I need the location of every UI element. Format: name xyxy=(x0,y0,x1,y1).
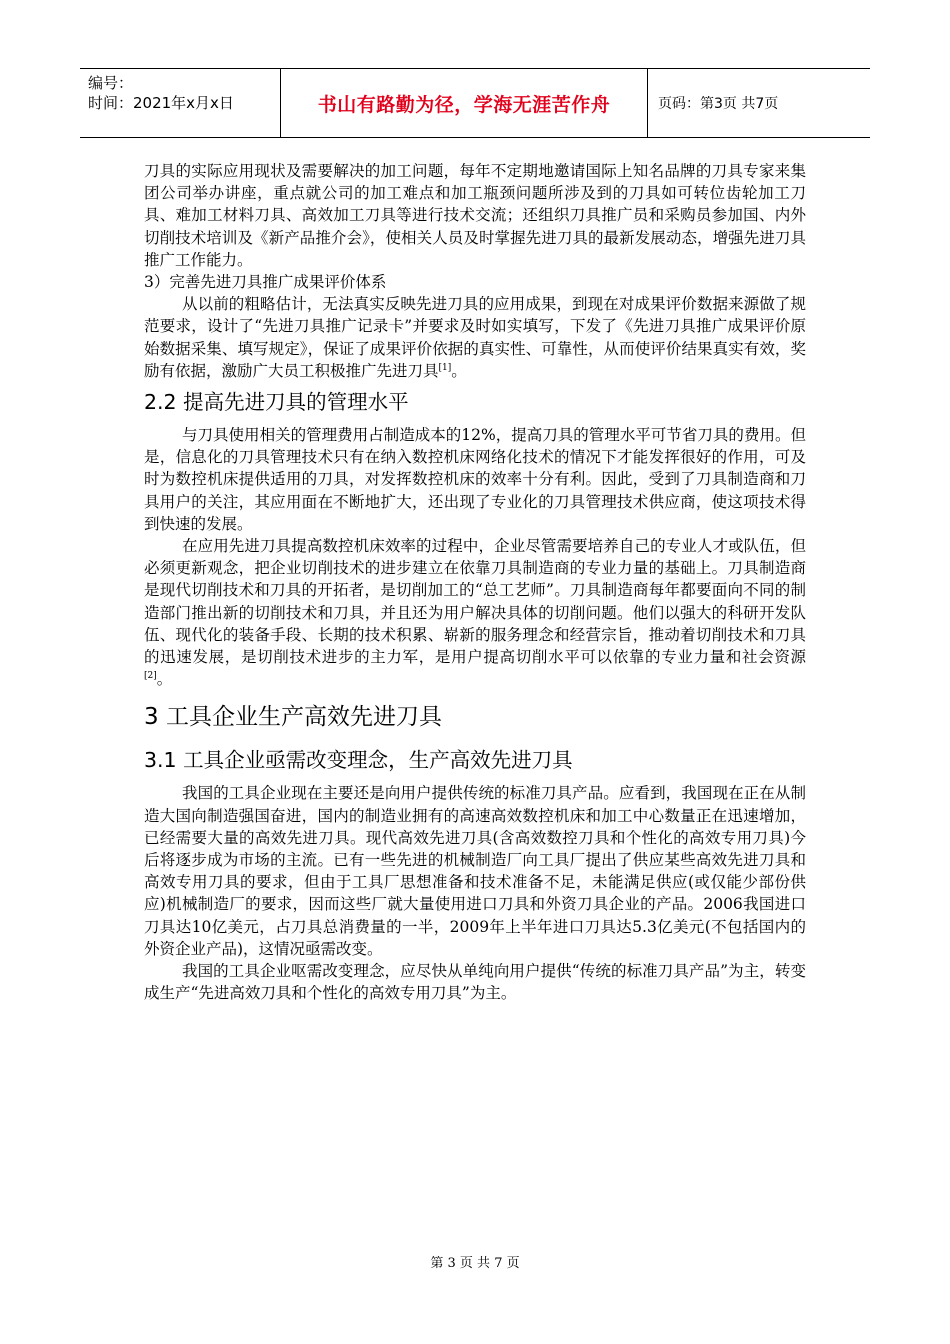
paragraph-end: 。 xyxy=(156,670,173,689)
document-number-label: 编号： xyxy=(88,74,134,92)
header-page-number: 页码：第3页 共7页 xyxy=(658,96,779,112)
section-heading-2-2: 2.2 提高先进刀具的管理水平 xyxy=(144,390,409,415)
document-body xyxy=(144,160,806,1005)
section-heading-3-1: 3.1 工具企业亟需改变理念，生产高效先进刀具 xyxy=(144,748,573,773)
document-date: 时间：2021年x月x日 xyxy=(88,94,234,112)
header-page-cell xyxy=(648,69,870,137)
paragraph xyxy=(144,535,806,690)
paragraph: 刀具的实际应用现状及需要解决的加工问题，每年不定期地邀请国际上知名品牌的刀具专家来集团公司举办讲座，重点就公司的加工难点和加工瓶颈问题所涉及到的刀具如可转位齿轮加工刀具、难加工材料刀具、高效加工刀具等进行技术交流；还组织刀具推广员和采购员参加国、内外切削技术培训及《新产品推介会》，使相关人员及时掌握先进刀具的最新发展动态，增强先进刀具推广工作能力。 xyxy=(144,162,806,269)
paragraph-text: 在应用先进刀具提高数控机床效率的过程中，企业尽管需要培养自己的专业人才或队伍，但必须更新观念，把企业切削技术的进步建立在依靠刀具制造商的专业力量的基础上。刀具制造商是现代切削技术和刀具的开拓者，是切削加工的“总工艺师”。刀具制造商每年都要面向不同的制造部门推出新的切削技术和刀具，并且还为用户解决具体的切削问题。他们以强大的科研开发队伍、现代化的装备手段、长期的技术积累、崭新的服务理念和经营宗旨，推动着切削技术和刀具的迅速发展，是切削技术进步的主力军，是用户提高切削水平可以依靠的专业力量和社会资源 xyxy=(144,537,806,667)
list-item-heading: 3）完善先进刀具推广成果评价体系 xyxy=(144,273,387,292)
paragraph: 我国的工具企业现在主要还是向用户提供传统的标准刀具产品。应看到，我国现在正在从制造大国向制造强国奋进，国内的制造业拥有的高速高效数控机床和加工中心数量正在迅速增加，已经需要大量的高效先进刀具。现代高效先进刀具(含高效数控刀具和个性化的高效专用刀具)今后将逐步成为市场的主流。已有一些先进的机械制造厂向工具厂提出了供应某些高效先进刀具和高效专用刀具的要求，但由于工具厂思想准备和技术准备不足，未能满足供应(或仅能少部份供应)机械制造厂的要求，因而这些厂就大量使用进口刀具和外资刀具企业的产品。2006我国进口刀具达10亿美元，占刀具总消费量的一半，2009年上半年进口刀具达5.3亿美元(不包括国内的外资企业产品)，这情况亟需改变。 xyxy=(144,784,806,958)
chapter-heading-3: 3 工具企业生产高效先进刀具 xyxy=(144,704,442,731)
paragraph: 与刀具使用相关的管理费用占制造成本的12%，提高刀具的管理水平可节省刀具的费用。但是，信息化的刀具管理技术只有在纳入数控机床网络化技术的情况下才能发挥很好的作用，可及时为数控机床提供适用的刀具，对发挥数控机床的效率十分有利。因此，受到了刀具制造商和刀具用户的关注，其应用面在不断地扩大，还出现了专业化的刀具管理技术供应商，使这项技术得到快速的发展。 xyxy=(144,426,806,533)
paragraph-end: 。 xyxy=(451,361,467,380)
paragraph: 我国的工具企业呕需改变理念，应尽快从单纯向用户提供“传统的标准刀具产品”为主，转变成生产“先进高效刀具和个性化的高效专用刀具”为主。 xyxy=(144,962,806,1003)
paragraph-text: 从以前的粗略估计，无法真实反映先进刀具的应用成果，到现在对成果评价数据来源做了规范要求，设计了“先进刀具推广记录卡”并要求及时如实填写，下发了《先进刀具推广成果评价原始数据采集、填写规定》，保证了成果评价依据的真实性、可靠性，从而使评价结果真实有效，奖励有依据，激励广大员工积极推广先进刀具 xyxy=(144,295,806,380)
header-motto: 书山有路勤为径，学海无涯苦作舟 xyxy=(317,93,611,116)
header-meta xyxy=(80,69,280,137)
page-header xyxy=(80,68,870,138)
header-motto-cell xyxy=(280,69,648,137)
page-footer: 第 3 页 共 7 页 xyxy=(430,1256,520,1271)
citation-ref[interactable]: [1] xyxy=(438,362,452,373)
paragraph xyxy=(144,293,806,382)
citation-ref[interactable]: [2] xyxy=(144,671,157,682)
